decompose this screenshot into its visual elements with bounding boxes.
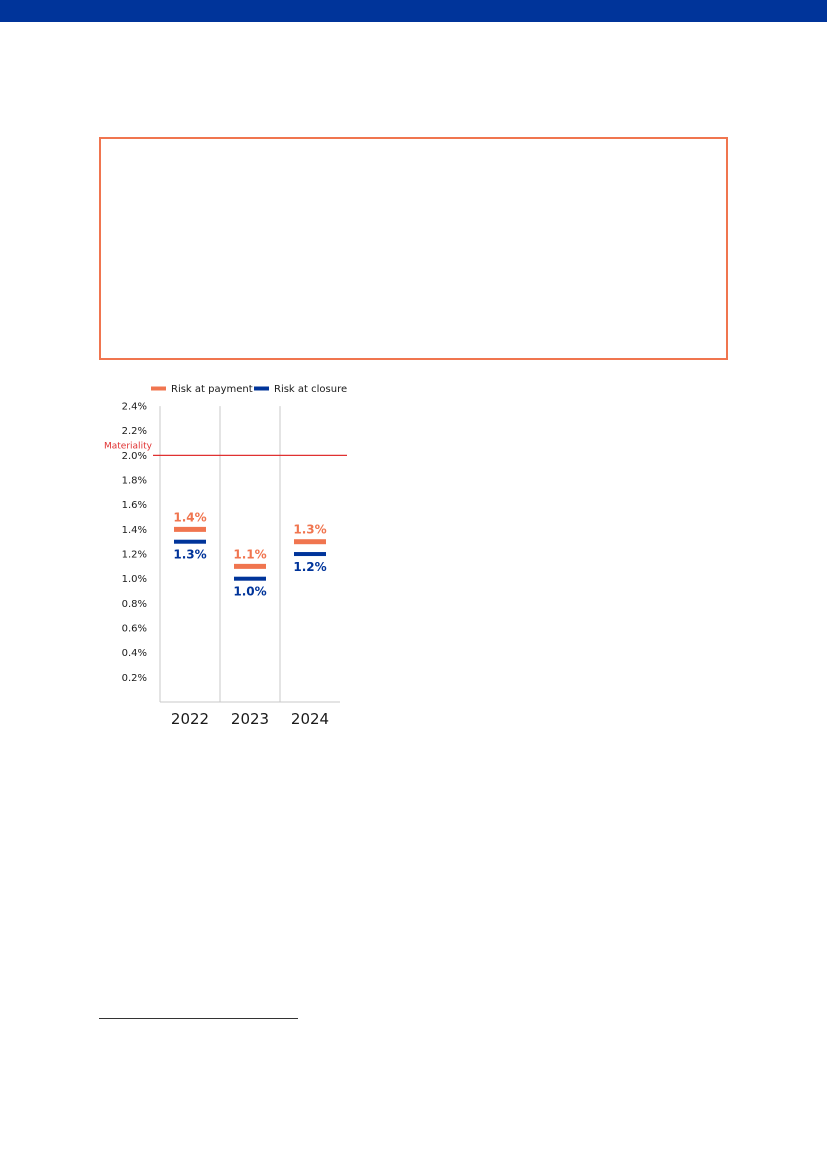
header-bar (0, 0, 827, 22)
data-label-closure-2022: 1.3% (173, 547, 207, 562)
y-tick-label: 1.6% (121, 500, 147, 512)
y-tick-label: 0.4% (121, 648, 147, 660)
risk-chart (95, 375, 355, 740)
marker-closure-2022 (174, 540, 206, 544)
marker-payment-2022 (174, 527, 206, 532)
y-tick-label: 2.2% (121, 426, 147, 438)
chart-canvas (95, 375, 355, 740)
y-tick-label: 1.4% (121, 524, 147, 536)
callout-box (99, 137, 728, 360)
y-tick-label: 2.4% (121, 401, 147, 413)
marker-payment-2024 (294, 539, 326, 544)
legend-swatch-payment (151, 387, 166, 391)
data-label-closure-2023: 1.0% (233, 584, 267, 599)
marker-closure-2023 (234, 577, 266, 581)
x-tick-label-2024: 2024 (290, 710, 330, 728)
legend-label-closure: Risk at closure (274, 384, 348, 395)
y-tick-label: 0.8% (121, 598, 147, 610)
marker-payment-2023 (234, 564, 266, 569)
legend-swatch-closure (254, 387, 269, 391)
y-tick-label: 1.8% (121, 475, 147, 487)
data-label-payment-2022: 1.4% (173, 510, 207, 525)
footnote-divider (99, 1018, 298, 1019)
y-tick-label: 2.0% (121, 450, 147, 462)
y-tick-label: 1.2% (121, 549, 147, 561)
marker-closure-2024 (294, 552, 326, 556)
y-tick-label: 1.0% (121, 574, 147, 586)
data-label-payment-2023: 1.1% (233, 547, 267, 562)
y-tick-label: 0.2% (121, 672, 147, 684)
data-label-closure-2024: 1.2% (293, 560, 327, 575)
materiality-label: Materiality (104, 441, 152, 452)
y-tick-label: 0.6% (121, 623, 147, 635)
legend-label-payment: Risk at payment (171, 384, 253, 395)
x-tick-label-2023: 2023 (230, 710, 270, 728)
data-label-payment-2024: 1.3% (293, 522, 327, 537)
x-tick-label-2022: 2022 (170, 710, 210, 728)
